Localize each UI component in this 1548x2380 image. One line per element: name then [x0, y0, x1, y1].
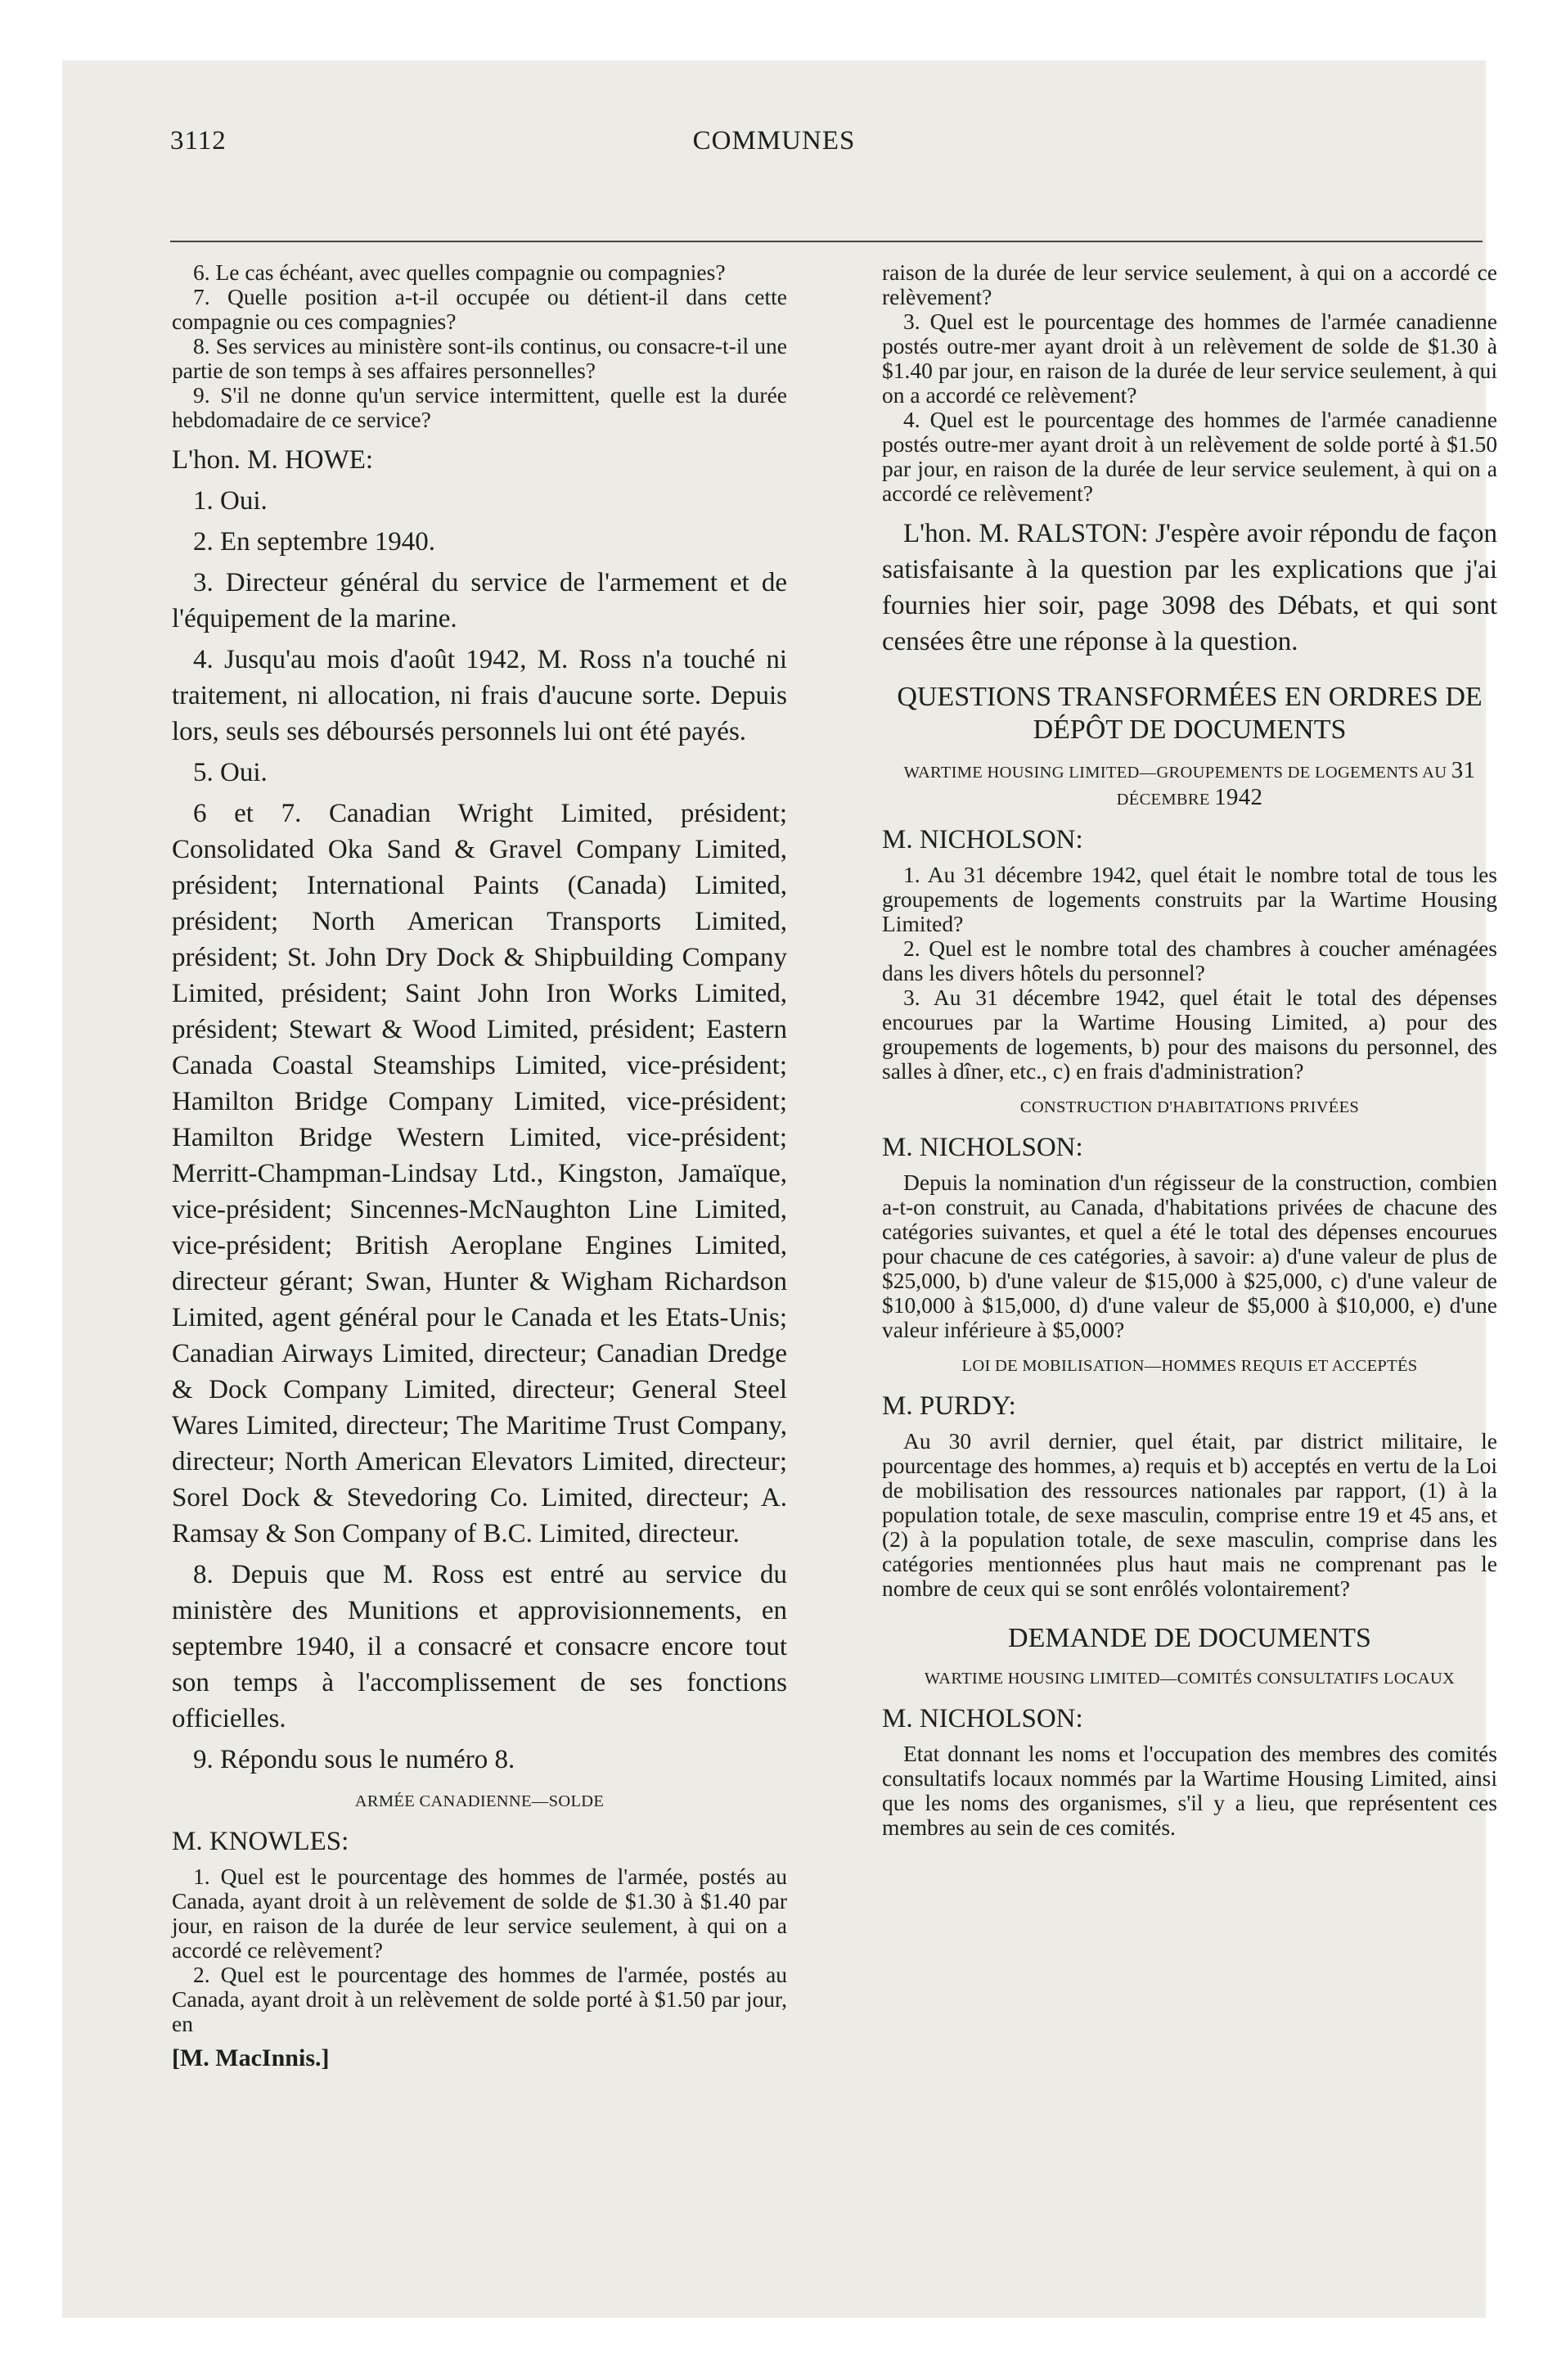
answer-4: 4. Jusqu'au mois d'août 1942, M. Ross n'a touché ni traitement, ni allocation, ni frais d'aucune sorte. Depuis lors, seuls ses déboursés personnels lui ont été payés.	[172, 645, 787, 746]
question-9: 9. S'il ne donne qu'un service intermittent, quelle est la durée hebdomadaire de ce service?	[172, 382, 787, 432]
subheading-construction: CONSTRUCTION D'HABITATIONS PRIVÉES	[1019, 1098, 1360, 1116]
purdy-question: Au 30 avril dernier, quel était, par district militaire, le pourcentage des hommes, a) requis et b) acceptés en vertu de la Loi de mobilisation des ressources nationales par rapport, (1) à la population totale, de sexe masculin, comprise entre 19 et 45 ans, et (2) à la population totale, de sexe masculin, comprise dans les catégories mentionnées plus haut mais ne comprenant pas le nombre de ceux qui se sont enrôlés volontairement?	[882, 1428, 1497, 1601]
speaker-knowles: M. KNOWLES:	[172, 1827, 349, 1856]
ralston-answer	[882, 516, 1497, 660]
speaker-howe: L'hon. M. HOWE:	[172, 445, 374, 475]
knowles-question-3: 3. Quel est le pourcentage des hommes de l'armée canadienne postés outre-mer ayant droit à un relèvement de solde de $1.30 à $1.40 par jour, en raison de la durée de leur service seulement, à qui on a accordé ce relèvement?	[882, 309, 1497, 408]
answer-2: 2. En septembre 1940.	[193, 527, 436, 557]
nicholson-question-2: 2. Quel est le nombre total des chambres à coucher aménagées dans les divers hôtels du personnel?	[882, 935, 1497, 985]
subheading-wartime-comites: WARTIME HOUSING LIMITED—COMITÉS CONSULTATIFS LOCAUX	[924, 1670, 1456, 1688]
scanned-page	[62, 61, 1497, 2318]
knowles-question-1: 1. Quel est le pourcentage des hommes de l'armée, postés au Canada, ayant droit à un relèvement de solde de $1.30 à $1.40 par jour, en raison de la durée de leur service seulement, à qui on a accordé ce relèvement?	[172, 1864, 787, 1963]
speaker-ralston: L'hon. M. RALSTON:	[903, 519, 1149, 548]
speaker-nicholson-2: M. NICHOLSON:	[882, 1133, 1083, 1162]
speaker-nicholson-1: M. NICHOLSON:	[882, 825, 1083, 854]
answer-8: 8. Depuis que M. Ross est entré au service du ministère des Munitions et approvisionnements, en septembre 1940, il a consacré et consacre encore tout son temps à l'accomplissement de ses fonctions officielles.	[172, 1560, 787, 1733]
question-8: 8. Ses services au ministère sont-ils continus, ou consacre-t-il une partie de son temps à ses affaires personnelles?	[172, 333, 787, 383]
knowles-question-4: 4. Quel est le pourcentage des hommes de l'armée canadienne postés outre-mer ayant droit à un relèvement de solde porté à $1.50 par jour, en raison de la durée de leur service seulement, à qui on a accordé ce relèvement?	[882, 407, 1497, 506]
answer-1: 1. Oui.	[193, 486, 268, 516]
right-column	[882, 260, 1497, 1840]
heading-demande-documents: DEMANDE DE DOCUMENTS	[1008, 1623, 1371, 1653]
heading-armee-canadienne: ARMÉE CANADIENNE—SOLDE	[354, 1792, 605, 1810]
nicholson-comites-request: Etat donnant les noms et l'occupation des membres des comités consultatifs locaux nommés par la Wartime Housing Limited, ainsi que les noms des organismes, s'il y a lieu, que représentent ces membres au sein de ces comités.	[882, 1741, 1497, 1840]
question-6: 6. Le cas échéant, avec quelles compagnie ou compagnies?	[193, 259, 726, 285]
subheading-day: 31	[1451, 757, 1476, 783]
continuation-text: raison de la durée de leur service seulement, à qui on a accordé ce relèvement?	[882, 259, 1497, 309]
answer-6-7: 6 et 7. Canadian Wright Limited, président; Consolidated Oka Sand & Gravel Company Limited, président; International Paints (Canada) Limited, président; North American Transports Limited, président; St. John Dry Dock & Shipbuilding Company Limited, président; Saint John Iron Works Limited, président; Stewart & Wood Limited, président; Eastern Canada Coastal Steamships Limited, vice-président; Hamilton Bridge Company Limited, vice-président; Hamilton Bridge Western Limited, vice-président; Merritt-Champman-Lindsay Ltd., Kingston, Jamaïque, vice-président; Sincennes-McNaughton Line Limited, vice-président; British Aeroplane Engines Limited, directeur gérant; Swan, Hunter & Wigham Richardson Limited, agent général pour le Canada et les Etats-Unis; Canadian Airways Limited, directeur; Canadian Dredge & Dock Company Limited, directeur; General Steel Wares Limited, directeur; The Maritime Trust Company, directeur; North American Elevators Limited, directeur; Sorel Dock & Stevedoring Co. Limited, directeur; A. Ramsay & Son Company of B.C. Limited, directeur.	[172, 799, 787, 1548]
answer-3: 3. Directeur général du service de l'armement et de l'équipement de la marine.	[172, 568, 787, 633]
subheading-text: WARTIME HOUSING LIMITED—GROUPEMENTS DE LOGEMENTS AU	[903, 764, 1447, 782]
page-number: 3112	[170, 126, 227, 156]
answer-9: 9. Répondu sous le numéro 8.	[193, 1745, 515, 1774]
speaker-purdy: M. PURDY:	[882, 1391, 1016, 1421]
left-column	[172, 260, 787, 2072]
question-7: 7. Quelle position a-t-il occupée ou détient-il dans cette compagnie ou ces compagnies?	[172, 284, 787, 334]
answer-5: 5. Oui.	[193, 758, 268, 787]
knowles-question-2: 2. Quel est le pourcentage des hommes de l'armée, postés au Canada, ayant droit à un relèvement de solde porté à $1.50 par jour, en	[172, 1962, 787, 2036]
header-rule	[170, 241, 1483, 242]
speaker-nicholson-3: M. NICHOLSON:	[882, 1704, 1083, 1733]
footer-speaker-note: [M. MacInnis.]	[172, 2044, 330, 2071]
subheading-wartime-housing-groupements	[882, 758, 1497, 812]
ralston-answer-text: J'espère avoir répondu de façon satisfaisante à la question par les explications que j'ai fournies hier soir, page 3098 des Débats, et qui sont censées être une réponse à la question.	[882, 519, 1497, 656]
nicholson-question-3: 3. Au 31 décembre 1942, quel était le total des dépenses encourues par la Wartime Housing Limited, a) pour des groupements de logements, b) pour des maisons du personnel, des salles à dîner, etc., c) en frais d'administration?	[882, 985, 1497, 1084]
page-title: COMMUNES	[692, 126, 856, 156]
heading-questions-transformees: QUESTIONS TRANSFORMÉES EN ORDRES DE DÉPÔT DE DOCUMENTS	[897, 682, 1483, 745]
subheading-mobilisation: LOI DE MOBILISATION—HOMMES REQUIS ET ACCEPTÉS	[961, 1357, 1418, 1375]
nicholson-question-1: 1. Au 31 décembre 1942, quel était le nombre total de tous les groupements de logements construits par la Wartime Housing Limited?	[882, 862, 1497, 936]
subheading-month: DÉCEMBRE	[1116, 791, 1210, 809]
subheading-year: 1942	[1214, 784, 1263, 810]
nicholson-construction-question: Depuis la nomination d'un régisseur de la construction, combien a-t-on construit, au Canada, d'habitations privées de chacune des catégories suivantes, et quel a été le total des dépenses encourues pour chacune de ces catégories, à savoir: a) d'une valeur de plus de $25,000, b) d'une valeur de $15,000 à $25,000, c) d'une valeur de $10,000 à $15,000, d) d'une valeur de $5,000 à $10,000, e) d'une valeur inférieure à $5,000?	[882, 1170, 1497, 1342]
